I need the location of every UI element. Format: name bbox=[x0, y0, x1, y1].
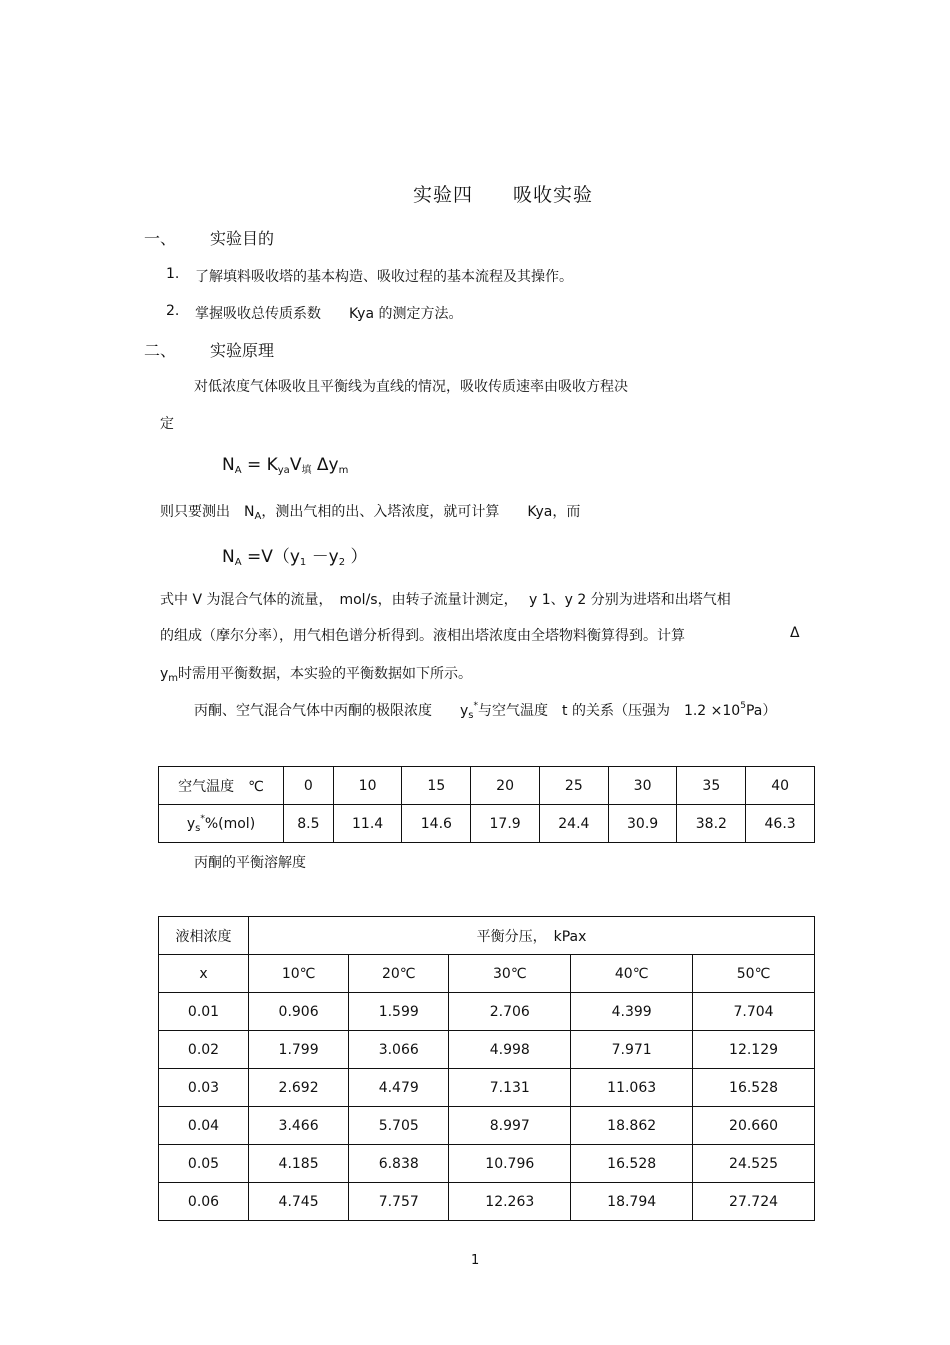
table-cell: 4.745 bbox=[249, 1183, 349, 1221]
acetone-solubility-table bbox=[158, 916, 815, 1221]
table-cell: 7.757 bbox=[349, 1183, 449, 1221]
list-item-2-text: 掌握吸收总传质系数 Kya 的测定方法。 bbox=[195, 306, 463, 322]
paragraph-3-line-3: $y_m$时需用平衡数据，本实验的平衡数据如下所示。 bbox=[160, 666, 473, 684]
table-cell: 18.794 bbox=[571, 1183, 693, 1221]
list-item-1-number: 1. bbox=[166, 266, 180, 282]
paragraph-3-line-1: 式中 V 为混合气体的流量， mol/s，由转子流量计测定， y 1、y 2 分别为进塔和出塔气相 bbox=[160, 592, 731, 608]
table-cell: 40 bbox=[746, 767, 815, 805]
table-cell: 0.03 bbox=[159, 1069, 249, 1107]
table-cell: 8.997 bbox=[449, 1107, 571, 1145]
table-cell: 7.131 bbox=[449, 1069, 571, 1107]
paragraph-4: 丙酮、空气混合气体中丙酮的极限浓度 $y_s^*$与空气温度 t 的关系（压强为 $1.2 \times 10^5Pa$） bbox=[194, 701, 777, 721]
table-row bbox=[159, 1069, 815, 1107]
table-cell: 4.399 bbox=[571, 993, 693, 1031]
table-row bbox=[159, 993, 815, 1031]
delta-symbol: Δ bbox=[790, 625, 800, 641]
acetone-limit-table bbox=[158, 766, 815, 843]
table-cell: 14.6 bbox=[402, 805, 471, 843]
table-row bbox=[159, 1031, 815, 1069]
table-row bbox=[159, 1145, 815, 1183]
table-cell: 10 bbox=[333, 767, 402, 805]
page-number: 1 bbox=[471, 1253, 480, 1268]
paragraph-3-line-2: 的组成（摩尔分率），用气相色谱分析得到。液相出塔浓度由全塔物料衡算得到。计算 bbox=[160, 628, 685, 644]
table-cell: 16.528 bbox=[571, 1145, 693, 1183]
table-header-cell: 20℃ bbox=[349, 955, 449, 993]
table-cell: 11.063 bbox=[571, 1069, 693, 1107]
list-item-2-number: 2. bbox=[166, 303, 180, 319]
table-row bbox=[159, 955, 815, 993]
table-cell: 7.704 bbox=[693, 993, 815, 1031]
table-header-cell: 50℃ bbox=[693, 955, 815, 993]
table-cell: 35 bbox=[677, 767, 746, 805]
paragraph-1-line-2: 定 bbox=[160, 416, 174, 432]
table-cell: 46.3 bbox=[746, 805, 815, 843]
table-header-cell: 空气温度 ℃ bbox=[159, 767, 284, 805]
table-cell: 4.479 bbox=[349, 1069, 449, 1107]
table-cell: 27.724 bbox=[693, 1183, 815, 1221]
table-cell: 0.06 bbox=[159, 1183, 249, 1221]
table-cell: 0.02 bbox=[159, 1031, 249, 1069]
table-header-cell: 30℃ bbox=[449, 955, 571, 993]
section-2-number: 二、 bbox=[144, 341, 177, 360]
table-cell: 24.4 bbox=[539, 805, 608, 843]
table-cell: 20.660 bbox=[693, 1107, 815, 1145]
table-cell: 2.706 bbox=[449, 993, 571, 1031]
list-item-1-text: 了解填料吸收塔的基本构造、吸收过程的基本流程及其操作。 bbox=[195, 269, 573, 285]
table-cell: 4.998 bbox=[449, 1031, 571, 1069]
table-cell: 5.705 bbox=[349, 1107, 449, 1145]
table-cell: 12.263 bbox=[449, 1183, 571, 1221]
section-2-heading: 实验原理 bbox=[210, 341, 275, 360]
table-cell: 30 bbox=[608, 767, 677, 805]
section-1-heading: 实验目的 bbox=[210, 229, 275, 248]
table-cell: 0.04 bbox=[159, 1107, 249, 1145]
table-cell: 11.4 bbox=[333, 805, 402, 843]
table-row bbox=[159, 805, 815, 843]
table-row bbox=[159, 767, 815, 805]
table-cell: 8.5 bbox=[284, 805, 334, 843]
table-cell: 0.906 bbox=[249, 993, 349, 1031]
table-header-cell: 液相浓度 bbox=[159, 917, 249, 955]
table-cell: 38.2 bbox=[677, 805, 746, 843]
table-2-caption: 丙酮的平衡溶解度 bbox=[194, 855, 306, 871]
table-cell: 0.01 bbox=[159, 993, 249, 1031]
table-cell: 25 bbox=[539, 767, 608, 805]
table-cell: 3.466 bbox=[249, 1107, 349, 1145]
table-header-cell: 10℃ bbox=[249, 955, 349, 993]
table-cell: 18.862 bbox=[571, 1107, 693, 1145]
table-header-cell: x bbox=[159, 955, 249, 993]
table-cell: 6.838 bbox=[349, 1145, 449, 1183]
table-cell: 4.185 bbox=[249, 1145, 349, 1183]
table-cell: 1.599 bbox=[349, 993, 449, 1031]
table-cell: 15 bbox=[402, 767, 471, 805]
paragraph-1-line-1: 对低浓度气体吸收且平衡线为直线的情况，吸收传质速率由吸收方程决 bbox=[194, 379, 628, 395]
table-row bbox=[159, 1183, 815, 1221]
table-cell: 20 bbox=[471, 767, 540, 805]
table-row bbox=[159, 917, 815, 955]
table-cell: 3.066 bbox=[349, 1031, 449, 1069]
table-cell: 30.9 bbox=[608, 805, 677, 843]
table-cell: 0 bbox=[284, 767, 334, 805]
equation-2: $N_A =V(y_1 -y_2$ ） bbox=[222, 547, 368, 568]
paragraph-2: 则只要测出 $N_A$，测出气相的出、入塔浓度，就可计算 Kya，而 bbox=[160, 504, 581, 522]
table-cell: 0.05 bbox=[159, 1145, 249, 1183]
equation-1: $N_A = K_{ya}V_填$ $\Delta y_m$ bbox=[222, 455, 349, 476]
table-cell: 2.692 bbox=[249, 1069, 349, 1107]
table-cell: 24.525 bbox=[693, 1145, 815, 1183]
table-cell: 10.796 bbox=[449, 1145, 571, 1183]
table-header-cell: 平衡分压， kPax bbox=[249, 917, 815, 955]
section-1-number: 一、 bbox=[144, 229, 177, 248]
table-header-cell: 40℃ bbox=[571, 955, 693, 993]
table-cell: 12.129 bbox=[693, 1031, 815, 1069]
table-header-cell: $y_s^*\%(mol)$ bbox=[159, 805, 284, 843]
table-cell: 1.799 bbox=[249, 1031, 349, 1069]
table-cell: 17.9 bbox=[471, 805, 540, 843]
page-title: 实验四 吸收实验 bbox=[413, 184, 594, 206]
table-row bbox=[159, 1107, 815, 1145]
table-cell: 16.528 bbox=[693, 1069, 815, 1107]
table-cell: 7.971 bbox=[571, 1031, 693, 1069]
